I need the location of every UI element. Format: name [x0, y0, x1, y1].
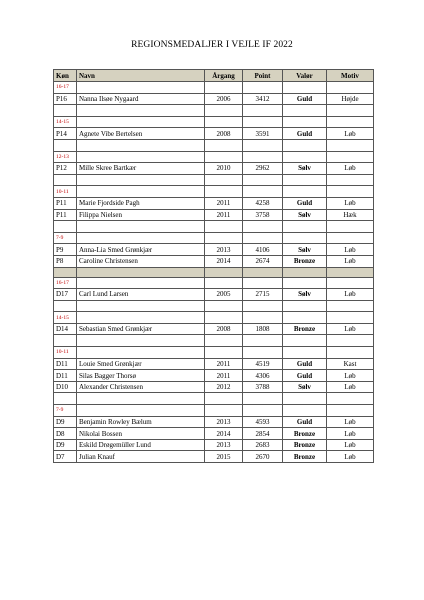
- empty-cell: [77, 82, 205, 94]
- empty-cell: [243, 312, 283, 324]
- age-group-label: 10-11: [54, 186, 77, 198]
- point-cell: 3412: [243, 93, 283, 105]
- motiv-cell: Højde: [327, 93, 374, 105]
- empty-cell: [205, 232, 243, 244]
- column-header-point: Point: [243, 70, 283, 82]
- valor-cell: Bronze: [283, 428, 327, 440]
- kon-cell: P11: [54, 209, 77, 221]
- blank-row: [54, 335, 374, 347]
- column-header-motiv: Motiv: [327, 70, 374, 82]
- point-cell: 4106: [243, 244, 283, 256]
- kon-cell: D11: [54, 358, 77, 370]
- empty-cell: [283, 347, 327, 359]
- age-group-label: 10-11: [54, 347, 77, 359]
- empty-cell: [54, 105, 77, 117]
- page-title: REGIONSMEDALJER I VEJLE IF 2022: [131, 40, 293, 50]
- age-group-label: 14-15: [54, 116, 77, 128]
- aargang-cell: 2006: [205, 93, 243, 105]
- aargang-cell: 2013: [205, 416, 243, 428]
- motiv-cell: Løb: [327, 370, 374, 382]
- empty-cell: [205, 267, 243, 277]
- valor-cell: Sølv: [283, 381, 327, 393]
- empty-cell: [54, 139, 77, 151]
- empty-cell: [77, 116, 205, 128]
- table-row: [54, 323, 374, 335]
- column-header-kon: Køn: [54, 70, 77, 82]
- kon-cell: D17: [54, 289, 77, 301]
- aargang-cell: 2013: [205, 439, 243, 451]
- age-group-row: [54, 186, 374, 198]
- results-body: [54, 82, 374, 463]
- motiv-cell: Løb: [327, 128, 374, 140]
- motiv-cell: Løb: [327, 323, 374, 335]
- motiv-cell: Løb: [327, 451, 374, 463]
- empty-cell: [77, 277, 205, 289]
- navn-cell: Marie Fjordside Pagh: [77, 197, 205, 209]
- valor-cell: Sølv: [283, 244, 327, 256]
- navn-cell: Carl Lund Larsen: [77, 289, 205, 301]
- valor-cell: Guld: [283, 370, 327, 382]
- empty-cell: [54, 335, 77, 347]
- point-cell: 2715: [243, 289, 283, 301]
- age-group-row: [54, 82, 374, 94]
- kon-cell: D9: [54, 439, 77, 451]
- table-row: [54, 197, 374, 209]
- table-row: [54, 416, 374, 428]
- empty-cell: [327, 139, 374, 151]
- valor-cell: Sølv: [283, 163, 327, 175]
- table-row: [54, 255, 374, 267]
- age-group-row: [54, 405, 374, 417]
- valor-cell: Bronze: [283, 255, 327, 267]
- empty-cell: [283, 232, 327, 244]
- valor-cell: Guld: [283, 358, 327, 370]
- motiv-cell: Løb: [327, 244, 374, 256]
- empty-cell: [327, 82, 374, 94]
- navn-cell: Caroline Christensen: [77, 255, 205, 267]
- empty-cell: [243, 116, 283, 128]
- motiv-cell: Løb: [327, 416, 374, 428]
- empty-cell: [77, 221, 205, 233]
- header-row: [54, 70, 374, 82]
- motiv-cell: Hæk: [327, 209, 374, 221]
- kon-cell: P12: [54, 163, 77, 175]
- empty-cell: [205, 186, 243, 198]
- kon-cell: P11: [54, 197, 77, 209]
- age-group-label: 12-13: [54, 151, 77, 163]
- empty-cell: [54, 300, 77, 312]
- valor-cell: Bronze: [283, 451, 327, 463]
- age-group-label: 16-17: [54, 277, 77, 289]
- age-group-row: [54, 277, 374, 289]
- point-cell: 4258: [243, 197, 283, 209]
- valor-cell: Bronze: [283, 323, 327, 335]
- empty-cell: [283, 277, 327, 289]
- kon-cell: D11: [54, 370, 77, 382]
- age-group-row: [54, 232, 374, 244]
- navn-cell: Louie Smed Grønkjær: [77, 358, 205, 370]
- navn-cell: Sebastian Smed Grønkjær: [77, 323, 205, 335]
- empty-cell: [243, 221, 283, 233]
- table-row: [54, 209, 374, 221]
- aargang-cell: 2008: [205, 323, 243, 335]
- motiv-cell: Løb: [327, 197, 374, 209]
- point-cell: 3591: [243, 128, 283, 140]
- empty-cell: [327, 116, 374, 128]
- empty-cell: [327, 186, 374, 198]
- empty-cell: [283, 221, 327, 233]
- empty-cell: [77, 174, 205, 186]
- age-group-row: [54, 347, 374, 359]
- empty-cell: [243, 105, 283, 117]
- empty-cell: [283, 139, 327, 151]
- motiv-cell: Løb: [327, 428, 374, 440]
- empty-cell: [283, 312, 327, 324]
- empty-cell: [327, 300, 374, 312]
- point-cell: 1808: [243, 323, 283, 335]
- empty-cell: [283, 82, 327, 94]
- navn-cell: Mille Skree Bartkær: [77, 163, 205, 175]
- empty-cell: [205, 335, 243, 347]
- empty-cell: [243, 186, 283, 198]
- blank-row: [54, 139, 374, 151]
- navn-cell: Julian Knauf: [77, 451, 205, 463]
- empty-cell: [205, 174, 243, 186]
- valor-cell: Sølv: [283, 289, 327, 301]
- table-row: [54, 451, 374, 463]
- age-group-row: [54, 312, 374, 324]
- navn-cell: Silas Bagger Thorsø: [77, 370, 205, 382]
- navn-cell: Eskild Drøgemüller Lund: [77, 439, 205, 451]
- empty-cell: [205, 312, 243, 324]
- empty-cell: [243, 174, 283, 186]
- empty-cell: [243, 335, 283, 347]
- age-group-label: 7-9: [54, 405, 77, 417]
- point-cell: 2962: [243, 163, 283, 175]
- empty-cell: [243, 267, 283, 277]
- empty-cell: [243, 300, 283, 312]
- navn-cell: Alexander Christensen: [77, 381, 205, 393]
- motiv-cell: Løb: [327, 381, 374, 393]
- table-row: [54, 163, 374, 175]
- empty-cell: [243, 405, 283, 417]
- navn-cell: Agnete Vibe Bertelsen: [77, 128, 205, 140]
- empty-cell: [283, 151, 327, 163]
- age-group-row: [54, 151, 374, 163]
- empty-cell: [327, 151, 374, 163]
- empty-cell: [205, 277, 243, 289]
- point-cell: 2674: [243, 255, 283, 267]
- empty-cell: [205, 300, 243, 312]
- age-group-label: 16-17: [54, 82, 77, 94]
- aargang-cell: 2014: [205, 428, 243, 440]
- aargang-cell: 2014: [205, 255, 243, 267]
- motiv-cell: Kast: [327, 358, 374, 370]
- empty-cell: [205, 105, 243, 117]
- motiv-cell: Løb: [327, 163, 374, 175]
- empty-cell: [205, 139, 243, 151]
- kon-cell: P9: [54, 244, 77, 256]
- empty-cell: [54, 393, 77, 405]
- point-cell: 2854: [243, 428, 283, 440]
- kon-cell: P14: [54, 128, 77, 140]
- table-row: [54, 289, 374, 301]
- empty-cell: [283, 105, 327, 117]
- age-group-label: 14-15: [54, 312, 77, 324]
- column-header-navn: Navn: [77, 70, 205, 82]
- aargang-cell: 2012: [205, 381, 243, 393]
- empty-cell: [77, 151, 205, 163]
- point-cell: 2670: [243, 451, 283, 463]
- navn-cell: Nikolai Bossen: [77, 428, 205, 440]
- empty-cell: [54, 221, 77, 233]
- empty-cell: [205, 405, 243, 417]
- motiv-cell: Løb: [327, 255, 374, 267]
- blank-row: [54, 105, 374, 117]
- section-divider-row: [54, 267, 374, 277]
- kon-cell: P16: [54, 93, 77, 105]
- empty-cell: [77, 405, 205, 417]
- empty-cell: [283, 174, 327, 186]
- table-row: [54, 381, 374, 393]
- valor-cell: Guld: [283, 93, 327, 105]
- point-cell: 3758: [243, 209, 283, 221]
- empty-cell: [205, 116, 243, 128]
- empty-cell: [283, 116, 327, 128]
- aargang-cell: 2013: [205, 244, 243, 256]
- aargang-cell: 2011: [205, 358, 243, 370]
- motiv-cell: Løb: [327, 439, 374, 451]
- valor-cell: Sølv: [283, 209, 327, 221]
- motiv-cell: Løb: [327, 289, 374, 301]
- blank-row: [54, 393, 374, 405]
- blank-row: [54, 221, 374, 233]
- point-cell: 4593: [243, 416, 283, 428]
- empty-cell: [77, 186, 205, 198]
- table-row: [54, 439, 374, 451]
- age-group-row: [54, 116, 374, 128]
- aargang-cell: 2011: [205, 197, 243, 209]
- point-cell: 2683: [243, 439, 283, 451]
- empty-cell: [283, 335, 327, 347]
- table-row: [54, 93, 374, 105]
- empty-cell: [327, 312, 374, 324]
- empty-cell: [327, 335, 374, 347]
- column-header-valor: Valør: [283, 70, 327, 82]
- column-header-aargang: Årgang: [205, 70, 243, 82]
- table-row: [54, 128, 374, 140]
- empty-cell: [327, 405, 374, 417]
- empty-cell: [327, 393, 374, 405]
- empty-cell: [243, 139, 283, 151]
- table-row: [54, 370, 374, 382]
- empty-cell: [327, 277, 374, 289]
- empty-cell: [77, 300, 205, 312]
- kon-cell: D8: [54, 428, 77, 440]
- navn-cell: Filippa Nielsen: [77, 209, 205, 221]
- navn-cell: Nanna Ilsøe Nygaard: [77, 93, 205, 105]
- empty-cell: [77, 335, 205, 347]
- blank-row: [54, 174, 374, 186]
- empty-cell: [283, 300, 327, 312]
- empty-cell: [205, 82, 243, 94]
- empty-cell: [283, 405, 327, 417]
- empty-cell: [54, 174, 77, 186]
- empty-cell: [77, 139, 205, 151]
- empty-cell: [77, 312, 205, 324]
- valor-cell: Guld: [283, 128, 327, 140]
- empty-cell: [327, 267, 374, 277]
- valor-cell: Guld: [283, 416, 327, 428]
- empty-cell: [205, 347, 243, 359]
- table-row: [54, 244, 374, 256]
- aargang-cell: 2010: [205, 163, 243, 175]
- valor-cell: Bronze: [283, 439, 327, 451]
- results-table: [53, 69, 374, 463]
- kon-cell: D10: [54, 381, 77, 393]
- empty-cell: [77, 232, 205, 244]
- empty-cell: [77, 105, 205, 117]
- table-row: [54, 428, 374, 440]
- valor-cell: Guld: [283, 197, 327, 209]
- blank-row: [54, 300, 374, 312]
- empty-cell: [327, 174, 374, 186]
- empty-cell: [327, 232, 374, 244]
- kon-cell: D14: [54, 323, 77, 335]
- kon-cell: P8: [54, 255, 77, 267]
- empty-cell: [327, 347, 374, 359]
- kon-cell: D7: [54, 451, 77, 463]
- navn-cell: Anna-Lia Smed Grønkjær: [77, 244, 205, 256]
- empty-cell: [243, 393, 283, 405]
- age-group-label: 7-9: [54, 232, 77, 244]
- aargang-cell: 2005: [205, 289, 243, 301]
- table-row: [54, 358, 374, 370]
- empty-cell: [205, 151, 243, 163]
- empty-cell: [243, 232, 283, 244]
- point-cell: 4306: [243, 370, 283, 382]
- empty-cell: [283, 393, 327, 405]
- empty-cell: [327, 221, 374, 233]
- aargang-cell: 2015: [205, 451, 243, 463]
- aargang-cell: 2008: [205, 128, 243, 140]
- aargang-cell: 2011: [205, 209, 243, 221]
- empty-cell: [243, 151, 283, 163]
- empty-cell: [205, 393, 243, 405]
- empty-cell: [243, 277, 283, 289]
- empty-cell: [54, 267, 77, 277]
- point-cell: 4519: [243, 358, 283, 370]
- aargang-cell: 2011: [205, 370, 243, 382]
- empty-cell: [243, 347, 283, 359]
- navn-cell: Benjamin Rowley Bælum: [77, 416, 205, 428]
- empty-cell: [77, 267, 205, 277]
- kon-cell: D9: [54, 416, 77, 428]
- empty-cell: [77, 393, 205, 405]
- empty-cell: [283, 186, 327, 198]
- empty-cell: [77, 347, 205, 359]
- empty-cell: [327, 105, 374, 117]
- empty-cell: [205, 221, 243, 233]
- empty-cell: [283, 267, 327, 277]
- point-cell: 3788: [243, 381, 283, 393]
- empty-cell: [243, 82, 283, 94]
